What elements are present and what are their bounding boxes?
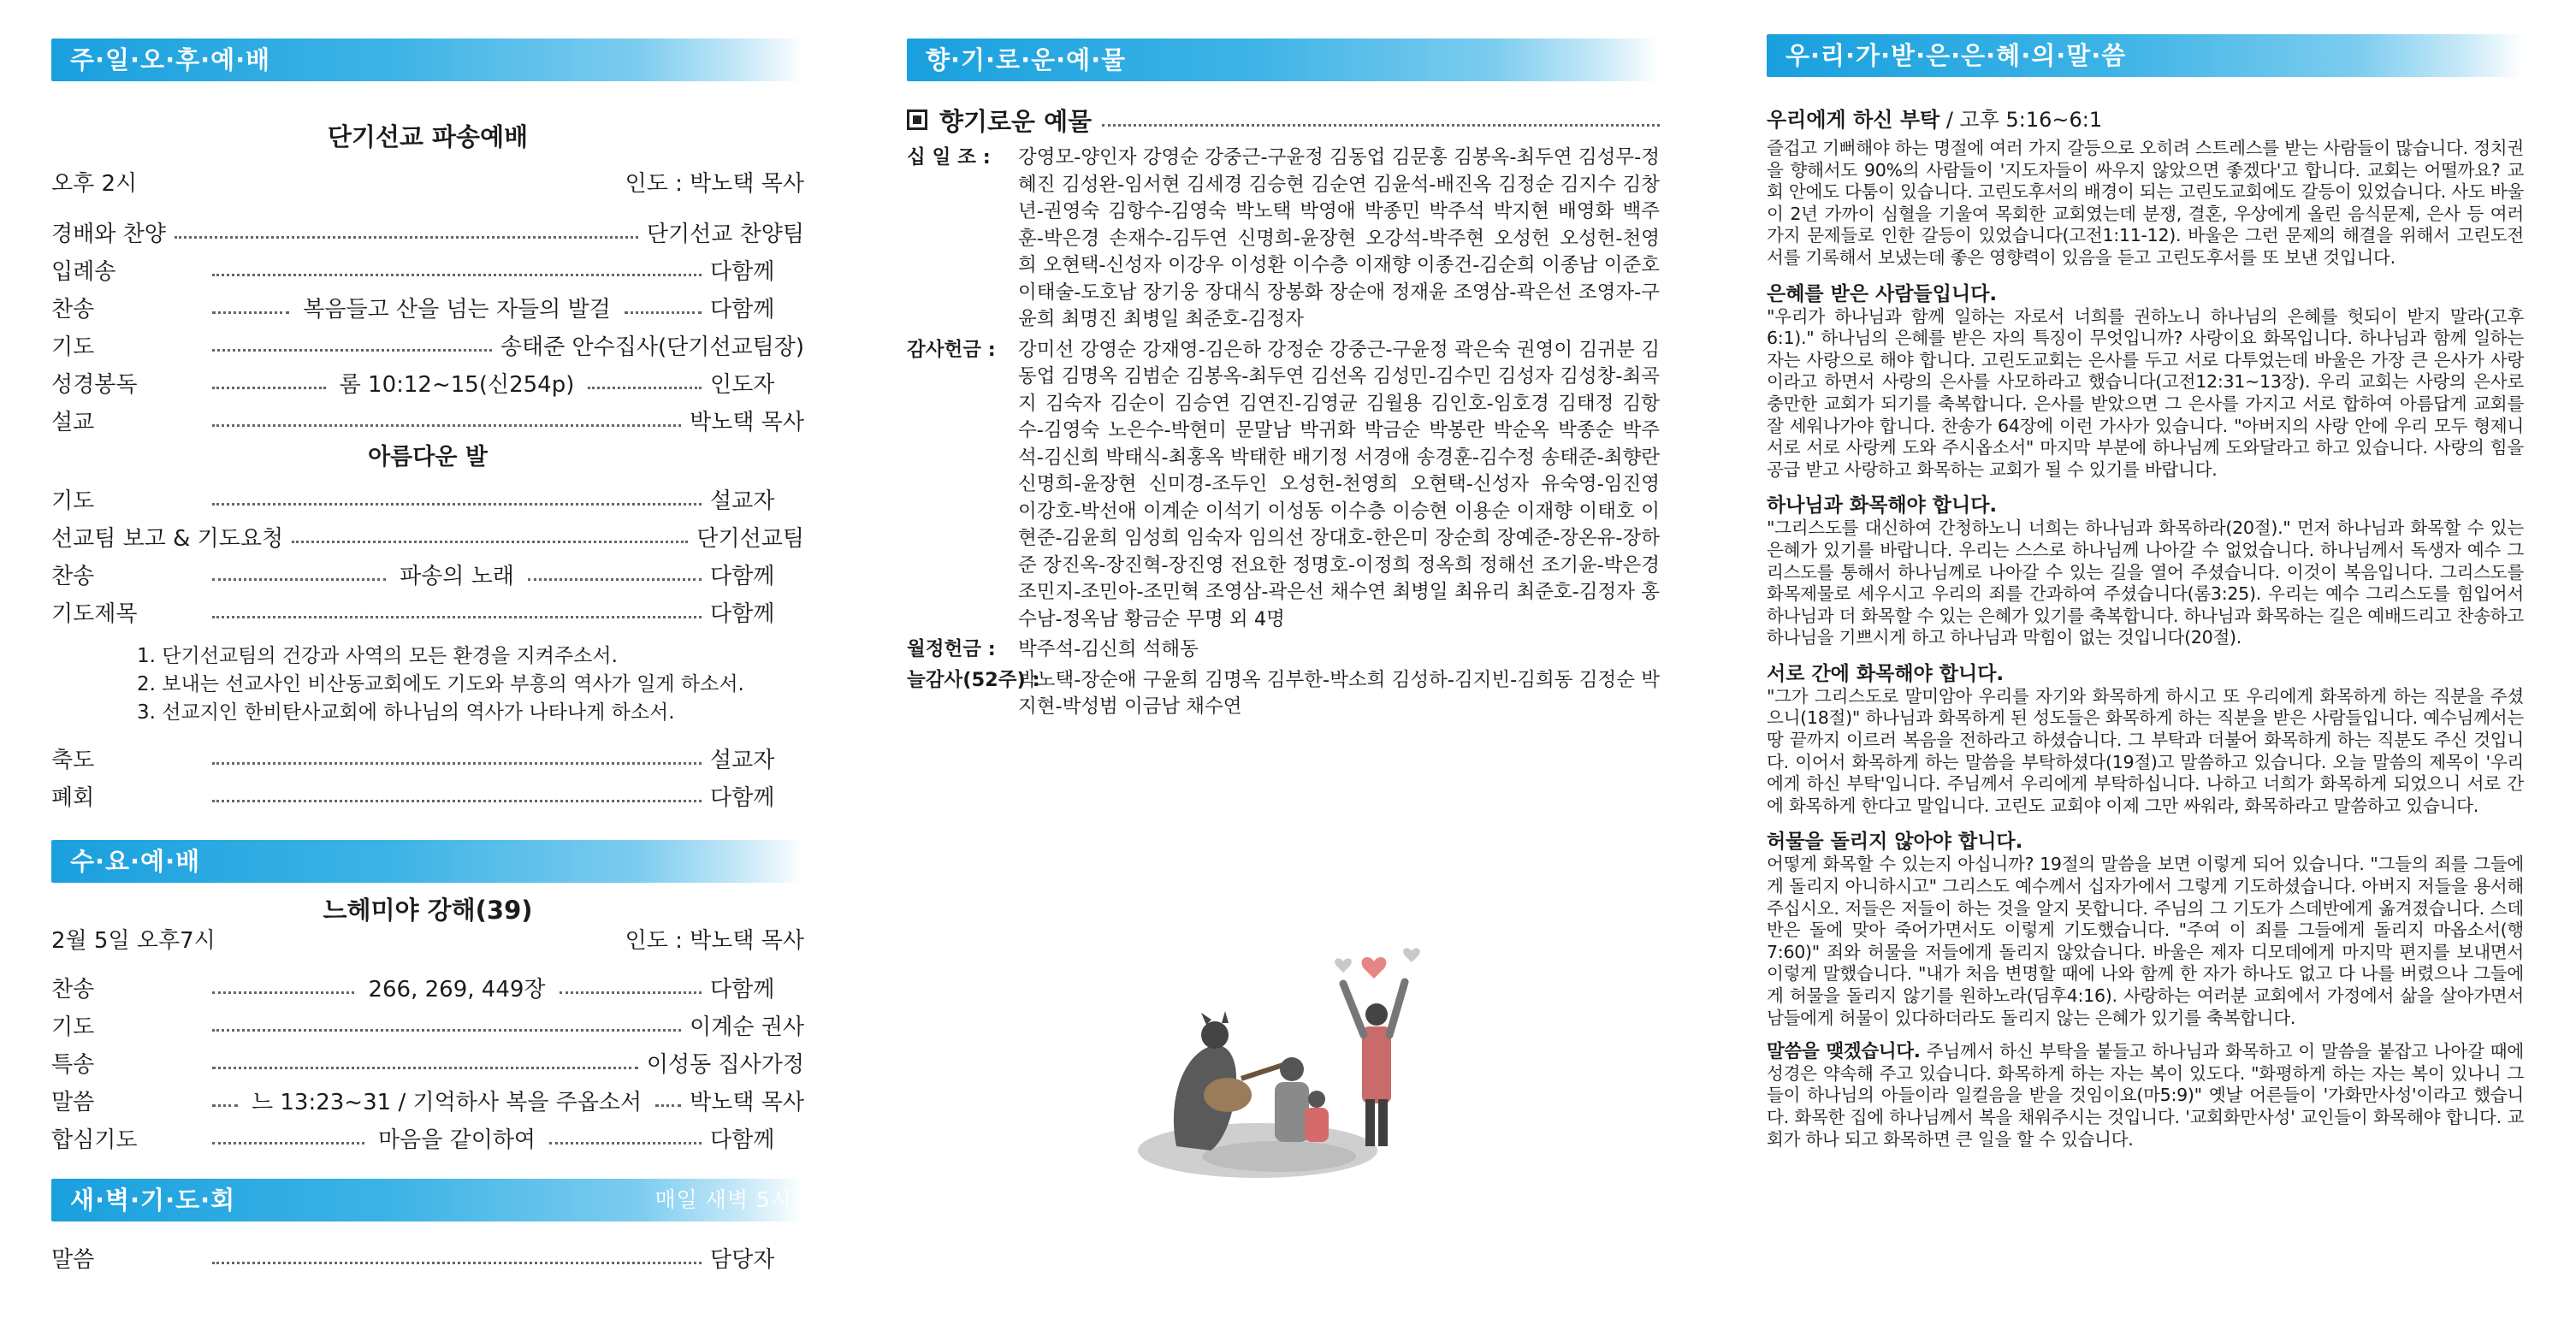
order-row [51, 401, 804, 439]
order-person: 박노택 목사 [690, 409, 804, 435]
family-music-illustration-icon [1129, 932, 1454, 1198]
order-person: 인도자 [710, 371, 775, 398]
offering-group [907, 636, 1660, 664]
section-heading: 서로 간에 화목해야 합니다. [1767, 662, 2005, 685]
offering-names: 강영모-양인자 강영순 강중근-구윤정 김동업 김문홍 김봉옥-최두연 김성무-정혜진 김성완-임서현 김세경 김승현 김순연 김윤석-배진옥 김정순 김지수 김창년-권영숙 김항수-김영숙 박노택 박영애 박종민 박주석 박지현 배영화 백주훈-박은경 손재수-김두연 신명희-윤장현 오강석-박주현 오성헌 오성헌-천영희 오현택-신성자 이강우 이성환 이수층 이재향 이종건-김순희 이종남 이준호 이태술-도호남 장기웅 장대식 장봉화 장순애 정재윤 조영삼-곽은선 조영자-구윤희 최명진 최병일 최준호-김정자 [1018, 146, 1660, 330]
order-list-1 [51, 213, 804, 439]
order-row [51, 480, 804, 518]
worship-order-column [51, 0, 804, 1319]
service-leader: 인도 : 박노택 목사 [625, 171, 804, 197]
sermon-intro: 즐겁고 기뻐해야 하는 명절에 여러 가지 갈등으로 오히려 스트레스를 받는 사람들이 많습니다. 정치권을 향해서도 90%의 사람들이 '지도자들이 싸우지 않았으면 좋겠다'고 합니다. 교회는 어떨까요? 교회 안에도 다툼이 있습니다. 고린도후서의 배경이 되는 고린도교회에도 갈등이 있었습니다. 사도 바울이 2년 가까이 심혈을 기울여 목회한 교회였는데 분쟁, 결혼, 우상에게 올린 음식문제, 은사 등 여러 가지 문제들로 인한 갈등이 있었습니다(고전1:11-12). 바울은 그런 문제의 해결을 위해서 고린도전서를 기록해서 보냈는데 좋은 영향력이 있음을 듣고 고린도후서를 또 보낸 것입니다. [1767, 138, 2524, 268]
order-row [51, 1239, 804, 1276]
dawn-prayer-schedule: 매일 새벽 5시 [654, 1187, 792, 1212]
order-row [51, 1006, 804, 1044]
sunday-afternoon-header: 주·일·오·후·예·배 [51, 38, 804, 81]
sermon-sections [1767, 278, 2524, 1030]
section-heading: 은혜를 받은 사람들입니다. [1767, 282, 1998, 305]
section-text: "그리스도를 대신하여 간청하노니 너희는 하나님과 화목하라(20절)." 먼저 하나님과 화목할 수 있는 은혜가 있기를 바랍니다. 우리는 스스로 하나님께 나아갈 수 없었습니다. 하나님께서 독생자 예수 그리스도를 통해서 하나님께로 나아갈 수 있는 길을 열어 주셨습니다. 이것이 복음입니다. 그리스도를 화목제물로 세우시고 우리의 죄를 간과하여 주셨습니다(롬3:25). 우리는 예수 그리스도를 힘입어서 하나님과 더 화목할 수 있는 은혜가 있기를 축복합니다. 하나님과 화목하는 길은 예배드리고 찬송하고 하나님을 기쁘시게 하고 하나님과 막힘이 없는 것입니다(20절). [1767, 518, 2524, 648]
order-row [51, 968, 804, 1006]
order-label: 찬송 [51, 563, 95, 589]
offering-names: 강미선 강영순 강재영-김은하 강정순 강중근-구윤정 곽은숙 권영이 김귀분 김동업 김명옥 김범순 김봉옥-최두연 김선옥 김성민-김수민 김성자 김성창-최곡지 김숙자 김순이 김승연 김연진-김영균 김월용 김인호-임호경 김태정 김항수-김영숙 노은수-박현미 문말남 박귀화 박금순 박봉란 박순옥 박종순 박주석-김신희 박태식-최홍옥 박태한 배기정 서경애 송경훈-김수정 송태준-최향란 신명희-윤장현 신미경-조두인 오성헌-천영희 오현택-신성자 유숙영-임진영 이강호-박선애 이계순 이석기 이성동 이수층 이승현 이용순 이재향 이태호 이현준-김윤희 임성희 임숙자 임의선 장대호-한은미 장순희 장예준-장온유-장하준 장진옥-장진혁-장진영 전요한 정명호-이정희 정옥희 정해선 조기윤-박은경 조민지-조민아-조민혁 조영삼-곽은선 채수연 최병일 최유리 최준호-김정자 홍수남-정옥남 황금순 무명 외 4명 [1018, 338, 1660, 630]
wed-meta [51, 922, 804, 960]
order-detail: 복음들고 산을 넘는 자들의 발걸 [298, 292, 616, 323]
offering-title: 향기로운 예물 [907, 100, 1660, 139]
scripture-reference: / 고후 5:16~6:1 [1939, 108, 2103, 132]
order-row [51, 555, 804, 593]
order-row [51, 364, 804, 401]
order-person: 설교자 [710, 488, 775, 514]
order-row [51, 1081, 804, 1119]
order-person: 박노택 목사 [690, 1089, 805, 1115]
section-heading: 허물을 돌리지 않아야 합니다. [1767, 831, 2023, 854]
prayer-list [51, 642, 804, 727]
order-list-3 [51, 739, 804, 814]
order-row [51, 593, 804, 630]
offering-label: 감사헌금 : [907, 338, 996, 361]
offering-names: 박주석-김신희 석해동 [1018, 638, 1199, 660]
order-person: 다함께 [710, 1127, 775, 1153]
order-list-2 [51, 480, 804, 630]
order-label: 기도 [51, 488, 95, 514]
order-person: 송태준 안수집사(단기선교팀장) [500, 334, 804, 360]
square-bullet-icon [907, 109, 927, 130]
order-person: 담당자 [710, 1246, 775, 1273]
order-person: 다함께 [710, 784, 775, 811]
order-person: 이성동 집사가정 [646, 1051, 804, 1078]
sermon-heading: 우리에게 하신 부탁 / 고후 5:16~6:1 [1767, 108, 2103, 132]
order-person: 설교자 [710, 747, 775, 773]
offering-group [907, 667, 1660, 721]
service-time: 오후 2시 [51, 171, 138, 197]
section-heading: 하나님과 화목해야 합니다. [1767, 494, 1998, 518]
order-person: 단기선교 찬양팀 [646, 221, 804, 247]
offering-header: 향·기·로·운·예·물 [907, 38, 1660, 81]
order-row [51, 288, 804, 326]
order-person: 다함께 [710, 563, 775, 589]
order-row [51, 1119, 804, 1156]
order-label: 합심기도 [51, 1127, 138, 1153]
prayer-item: 3. 선교지인 한비탄사교회에 하나님의 역사가 나타나게 하소서. [137, 701, 675, 724]
order-label: 성경봉독 [51, 371, 138, 398]
order-detail: 266, 269, 449장 [363, 972, 550, 1003]
order-row [51, 1044, 804, 1081]
order-label: 경배와 찬양 [51, 221, 166, 247]
order-label: 입례송 [51, 258, 116, 285]
order-detail: 느 13:23~31 / 기억하사 복을 주옵소서 [246, 1085, 647, 1116]
order-person: 다함께 [710, 976, 775, 1003]
offering-label: 십 일 조 : [907, 146, 991, 169]
service-title: 단기선교 파송예배 [327, 122, 529, 151]
order-label: 말씀 [51, 1089, 95, 1115]
order-list-4 [51, 968, 804, 1156]
section-text: 어떻게 화목할 수 있는지 아십니까? 19절의 말씀을 보면 이렇게 되어 있습니다. "그들의 죄를 그들에게 돌리지 아니하시고" 그리스도 예수께서 십자가에서 그렇게 기도하셨습니다. 아버지 저들을 용서해 주십시오. 저들은 저들이 하는 것을 알지 못합니다. 주님의 그 기도가 스데반에게 옮겨졌습니다. 스데반은 돌에 맞아 죽어가면서도 이렇게 기도했습니다. "주여 이 죄를 그들에게 돌리지 마옵소서(행7:60)" 죄와 허물을 저들에게 돌리지 않았습니다. 바울은 제자 디모데에게 마지막 편지를 보내면서 이렇게 말했습니다. "내가 처음 변명할 때에 나와 함께 한 자가 하나도 없고 다 나를 버렸으나 그들에게 허물을 돌리지 않기를 원하노라(딤후4:16). 사랑하는 여러분 교회에서 가정에서 삶을 살아가면서 남들에게 허물이 있다하더라도 돌리지 않는 은혜가 있기를 축복합니다. [1767, 854, 2524, 1028]
order-person: 단기선교팀 [696, 525, 804, 552]
order-label: 특송 [51, 1051, 95, 1078]
order-row [51, 739, 804, 777]
sermon-header: 우·리·가·받·은·은·혜·의·말·씀 [1767, 34, 2524, 77]
order-detail: 마음을 같이하여 [373, 1122, 541, 1154]
offering-label: 월정헌금 : [907, 638, 996, 660]
order-label: 폐회 [51, 784, 95, 811]
order-label: 선교팀 보고 & 기도요청 [51, 525, 284, 552]
sermon-title: 아름다운 발 [368, 444, 488, 470]
order-label: 축도 [51, 747, 95, 773]
prayer-item: 2. 보내는 선교사인 비산동교회에도 기도와 부흥의 역사가 일게 하소서. [137, 673, 744, 695]
sermon-column [1767, 0, 2524, 1319]
order-label: 기도 [51, 1014, 95, 1040]
order-label: 기도제목 [51, 600, 138, 627]
wed-leader: 인도 : 박노택 목사 [625, 928, 804, 954]
section-text: "그가 그리스도로 말미암아 우리를 자기와 화목하게 하시고 또 우리에게 화목하게 하는 직분을 주셨으니(18절)" 하나님과 화목하게 된 성도들은 화목하게 하는 직분을 받은 사람들입니다. 예수님께서는 땅 끝까지 이르러 복음을 전하라고 하셨습니다. 그 부탁과 더불어 화목하게 하는 직분도 주신 것입니다. 이어서 화목하게 하는 말씀을 부탁하셨다(19절)고 말씀하고 있습니다. 오늘 말씀의 제목이 '우리에게 하신 부탁'입니다. 주님께서 우리에게 부탁하십니다. 나하고 너희가 화목하게 되었으니 서로 간에 화목하게 한다고 말입니다. 고린도 교회야 이제 그만 싸워라, 화목하라고 말씀하고 있습니다. [1767, 685, 2524, 816]
offering-names: 박노택-장순애 구윤희 김명옥 김부한-박소희 김성하-김지빈-김희동 김정순 박지현-박성범 이금남 채수연 [1018, 668, 1660, 718]
order-detail: 파송의 노래 [394, 559, 519, 590]
order-row [51, 213, 804, 251]
order-label: 찬송 [51, 976, 95, 1003]
order-row [51, 326, 804, 364]
wed-title: 느헤미야 강해(39) [323, 896, 533, 925]
service-meta [51, 165, 804, 203]
prayer-item: 1. 단기선교팀의 건강과 사역의 모든 환경을 지켜주소서. [137, 645, 618, 667]
offering-label: 늘감사(52주) : [907, 668, 1040, 691]
order-label: 기도 [51, 334, 95, 360]
order-list-5 [51, 1239, 804, 1276]
order-label: 찬송 [51, 296, 95, 322]
order-person: 다함께 [710, 600, 775, 627]
sermon-closing: 말씀을 맺겠습니다. 주님께서 하신 부탁을 붙들고 하나님과 화목하고 이 말씀을 붙잡고 나아갈 때에 성경은 약속해 주고 있습니다. 화목하게 하는 자는 복이 있도다. "화평하게 하는 자는 복이 있나니 그들이 하나님의 아들이라 일컬음을 받을 것임이요(마5:9)" 옛날 어른들이 '가화만사성'이라고 했습니다. 화목한 집에 하나님께서 복을 채워주시는 것입니다. '교회화만사성' 교인들이 화목해야 합니다. 교회가 하나 되고 화목하면 큰 일을 할 수 있습니다. [1767, 1041, 2524, 1150]
order-row [51, 777, 804, 814]
offering-groups [907, 145, 1660, 721]
section-text: "우리가 하나님과 함께 일하는 자로서 너희를 권하노니 하나님의 은혜를 헛되이 받지 말라(고후 6:1)." 하나님의 은혜를 받은 자의 특징이 무엇입니까? 사랑이요 화목입니다. 하나님과 함께 일하는 자는 사랑으로 해야 합니다. 고린도교회는 은사를 두고 서로 다투었는데 바울은 가장 큰 은사가 사랑이라고 하면서 사랑의 은사를 사모하라고 했습니다(고전12:31~13장). 우리 교회는 사랑의 은사로 충만한 교회가 되기를 축복합니다. 은사를 받았으면 그 은사를 가지고 서로 합하여 아름답게 교회를 잘 세워나가야 합니다. 찬송가 64장에 이런 가사가 있습니다. "아버지의 사랑 안에 우리 모두 형제니 서로 서로 사랑케 도와 주시옵소서" 마지막 부분에 하나님께 도와달라고 하고 있습니다. 사랑의 힘을 공급 받고 사랑하고 화목하는 교회가 될 수 있기를 바랍니다. [1767, 305, 2524, 480]
offering-group [907, 145, 1660, 334]
wednesday-header: 수·요·예·배 [51, 840, 804, 883]
offering-group [907, 337, 1660, 634]
order-detail: 롬 10:12~15(신254p) [335, 367, 580, 399]
order-person: 이계순 권사 [690, 1014, 804, 1040]
dawn-prayer-header: 새·벽·기·도·회 매일 새벽 5시 [51, 1179, 804, 1221]
order-label: 설교 [51, 409, 95, 435]
order-person: 다함께 [710, 258, 775, 285]
wed-time: 2월 5일 오후7시 [51, 928, 216, 954]
order-row [51, 251, 804, 288]
offering-column [907, 0, 1660, 1319]
order-person: 다함께 [710, 296, 775, 322]
order-label: 말씀 [51, 1246, 95, 1273]
order-row [51, 518, 804, 555]
